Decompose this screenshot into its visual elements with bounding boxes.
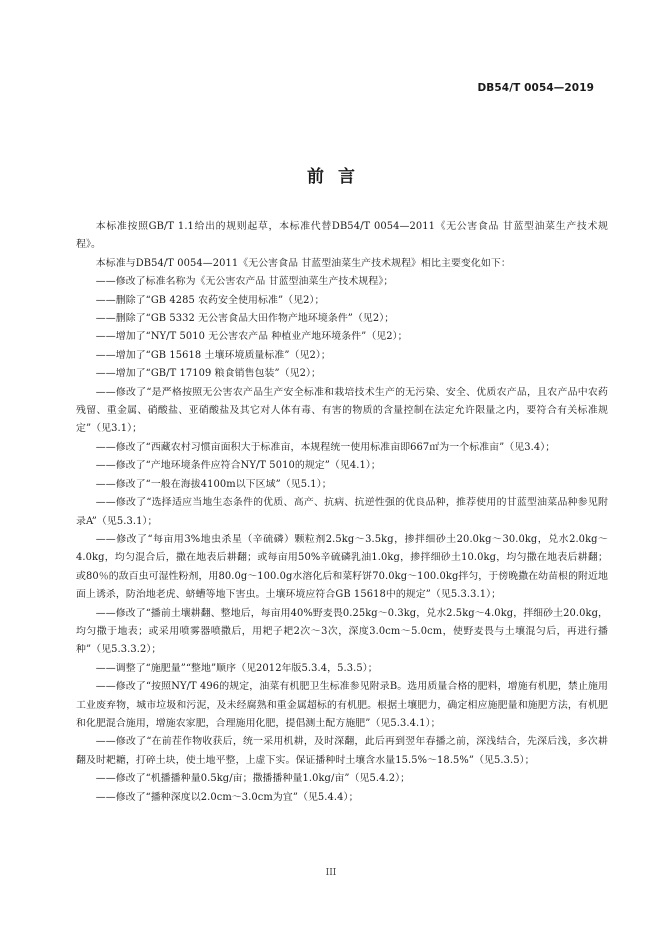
change-item: ——删除了“GB 4285 农药安全使用标准”（见2）； (95, 294, 325, 306)
change-item: ——修改了“一般在海拔4100m以下区域”（见5.1）； (95, 478, 332, 490)
change-item: ——修改了“产地环境条件应符合NY/T 5010的规定”（见4.1）； (95, 460, 381, 472)
change-item: ——修改了“选择适应当地生态条件的优质、高产、抗病、抗逆性强的优良品种，推荐使用的甘蓝型油菜品种参见附录A”（见5.3.1）； (76, 497, 608, 527)
paragraph: 本标准与DB54/T 0054—2011《无公害食品 甘蓝型油菜生产技术规程》相比主要变化如下： (95, 257, 511, 269)
change-item: ——调整了“施肥量”“整地”顺序（见2012年版5.3.4，5.3.5）； (95, 662, 378, 674)
change-item: ——增加了“NY/T 5010 无公害农产品 种植业产地环境条件”（见2）； (95, 331, 408, 343)
change-item: ——修改了“西藏农村习惯亩面积大于标准亩，本规程统一使用标准亩即667㎡为一个标准亩”（见3.4）； (95, 441, 556, 453)
change-item: ——修改了“每亩用3%地虫杀星（辛硫磷）颗粒剂2.5kg～3.5kg，掺拌细砂土20.0kg～30.0kg，兑水2.0kg～4.0kg，均匀混合后，撒在地表后耕翻；或每亩用50%辛硫磷乳油1.0kg，掺拌细砂土10.0kg，均匀撒在地表后耕翻；或80％的敌百虫可湿性粉剂，用80.0g～100.0g水溶化后和菜籽饼70.0kg～100.0kg拌匀，于傍晚撒在幼苗根的附近地面上诱杀，防治地老虎、蛴螬等地下害虫。土壤环境应符合GB 15618中的规定”（见5.3.3.1）； (76, 533, 608, 601)
change-item: ——修改了“机播播种量0.5kg/亩；撒播播种量1.0kg/亩”（见5.4.2）； (95, 773, 411, 785)
document-code: DB54/T 0054—2019 (477, 82, 594, 94)
paragraph: 本标准按照GB/T 1.1给出的规则起草，本标准代替DB54/T 0054—2011《无公害食品 甘蓝型油菜生产技术规程》。 (76, 221, 608, 251)
change-item: ——修改了“播种深度以2.0cm～3.0cm为宜”（见5.4.4）； (95, 791, 359, 803)
page-number: III (325, 868, 337, 878)
change-item: ——修改了“是严格按照无公害农产品生产安全标准和栽培技术生产的无污染、安全、优质农产品，且农产品中农药残留、重金属、硝酸盐、亚硝酸盐及其它对人体有毒、有害的物质的含量控制在法定允许限量之内，要符合有关标准规定”（见3.1）； (76, 386, 608, 435)
page-title: 前言 (307, 167, 369, 187)
change-item: ——删除了“GB 5332 无公害食品大田作物产地环境条件”（见2）； (95, 313, 395, 325)
change-item: ——修改了“播前土壤耕翻、整地后，每亩用40%野麦畏0.25kg～0.3kg，兑水2.5kg～4.0kg，拌细砂土20.0kg，均匀撒于地表；或采用喷雾器喷撒后，用耙子耙2次～3次，深度3.0cm～5.0cm，使野麦畏与土壤混匀后，再进行播种”（见5.3.3.2）； (76, 607, 608, 656)
change-item: ——修改了“按照NY/T 496的规定，油菜有机肥卫生标准参见附录B。选用质量合格的肥料，增施有机肥，禁止施用工业废弃物，城市垃圾和污泥，及未经腐熟和重金属超标的有机肥。根据土壤肥力，确定相应施肥量和施肥方法，有机肥和化肥混合施用，增施农家肥，合理施用化肥，提倡测土配方施肥”（见5.3.4.1）； (76, 681, 608, 729)
change-item: ——修改了标准名称为《无公害农产品 甘蓝型油菜生产技术规程》； (95, 276, 394, 288)
change-item: ——增加了“GB/T 17109 粮食销售包装”（见2）； (95, 368, 322, 380)
change-item: ——修改了“在前茬作物收获后，统一采用机耕，及时深翻，此后再到翌年春播之前，深浅结合，先深后浅，多次耕翻及时耙耱，打碎土块，使土地平整，上虚下实。保证播种时土壤含水量15.5%～18.5%”（见5.3.5）； (76, 736, 608, 766)
change-item: ——增加了“GB 15618 土壤环境质量标准”（见2）； (95, 349, 331, 361)
document-body (76, 218, 608, 807)
